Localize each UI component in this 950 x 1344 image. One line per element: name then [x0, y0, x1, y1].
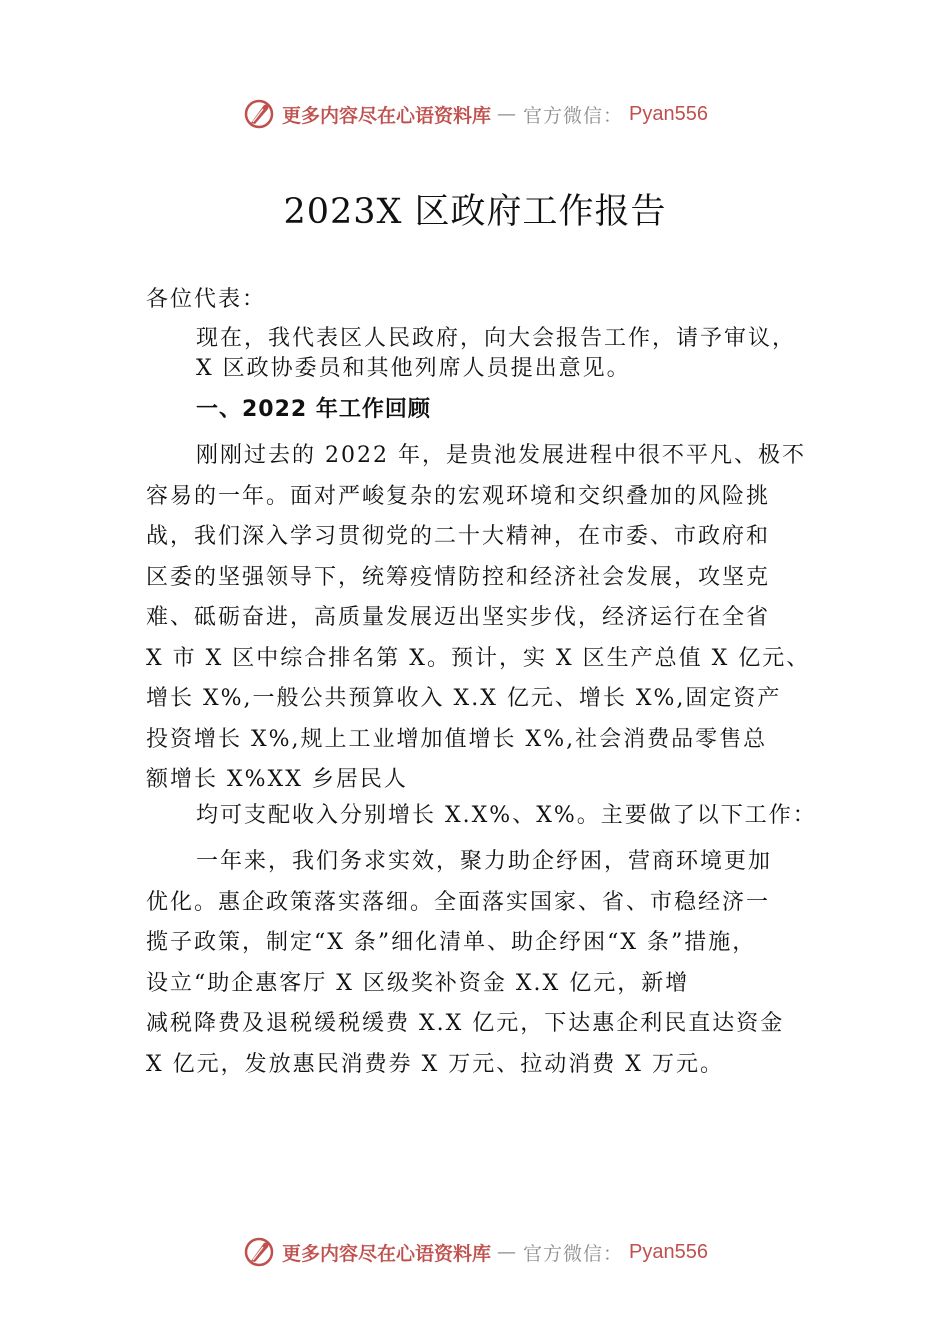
paragraph-line: 额增长 X%XX 乡居民人 [146, 767, 408, 792]
footer-banner [0, 1232, 950, 1272]
header-banner [0, 94, 950, 134]
intro-paragraph [196, 324, 796, 384]
paragraph-line: 优化。惠企政策落实落细。全面落实国家、省、市稳经济一 [146, 889, 771, 915]
banner-dash: — [497, 103, 518, 125]
paragraph-line: 投资增长 X%,规上工业增加值增长 X%,社会消费品零售总 [146, 726, 768, 752]
paragraph-line: 增长 X%,一般公共预算收入 X.X 亿元、增长 X%,固定资产 [146, 686, 782, 711]
business-environment-paragraph [146, 842, 784, 1085]
salutation: 各位代表： [146, 287, 267, 312]
banner-account-id: Pyan556 [629, 1240, 708, 1263]
intro-line: X 区政协委员和其他列席人员提出意见。 [196, 356, 631, 381]
paragraph-line: 揽子政策，制定“X 条”细化清单、助企纾困“X 条”措施， [146, 930, 757, 955]
banner-brand-text: 更多内容尽在心语资料库 [282, 104, 492, 127]
paragraph-line: 刚刚过去的 2022 年，是贵池发展进程中很不平凡、极不 [196, 443, 806, 468]
banner-brand-text: 更多内容尽在心语资料库 [282, 1242, 492, 1265]
review-paragraph [146, 436, 810, 801]
section-heading: 一、2022 年工作回顾 [196, 397, 431, 422]
paragraph-line: X 市 X 区中综合排名第 X。预计，实 X 区生产总值 X 亿元、 [146, 645, 811, 671]
paragraph-line: 区委的坚强领导下，统筹疫情防控和经济社会发展，攻坚克 [146, 564, 771, 590]
paragraph-line: 设立“助企惠客厅 X 区级奖补资金 X.X 亿元，新增 [146, 970, 690, 996]
paragraph-line: 难、砥砺奋进，高质量发展迈出坚实步伐，经济运行在全省 [146, 605, 771, 630]
paragraph-line: 减税降费及退税缓税缓费 X.X 亿元，下达惠企利民直达资金 [146, 1011, 785, 1036]
paragraph-line: 一年来，我们务求实效，聚力助企纾困，营商环境更加 [196, 849, 773, 874]
paragraph-line: X 亿元，发放惠民消费券 X 万元、拉动消费 X 万元。 [146, 1051, 724, 1077]
paragraph-line: 战，我们深入学习贯彻党的二十大精神，在市委、市政府和 [146, 524, 771, 549]
intro-line: 现在，我代表区人民政府，向大会报告工作，请予审议， [196, 326, 797, 351]
banner-wechat-label: 官方微信： [523, 104, 624, 127]
banner-dash: — [497, 1241, 518, 1263]
quill-pen-icon [242, 97, 276, 131]
quill-pen-icon [242, 1235, 276, 1269]
banner-account-id: Pyan556 [629, 102, 708, 125]
paragraph-line: 容易的一年。面对严峻复杂的宏观环境和交织叠加的风险挑 [146, 483, 771, 509]
banner-wechat-label: 官方微信： [523, 1242, 624, 1265]
income-paragraph: 均可支配收入分别增长 X.X%、X%。主要做了以下工作： [196, 803, 817, 828]
document-title: 2023X 区政府工作报告 [283, 192, 667, 232]
